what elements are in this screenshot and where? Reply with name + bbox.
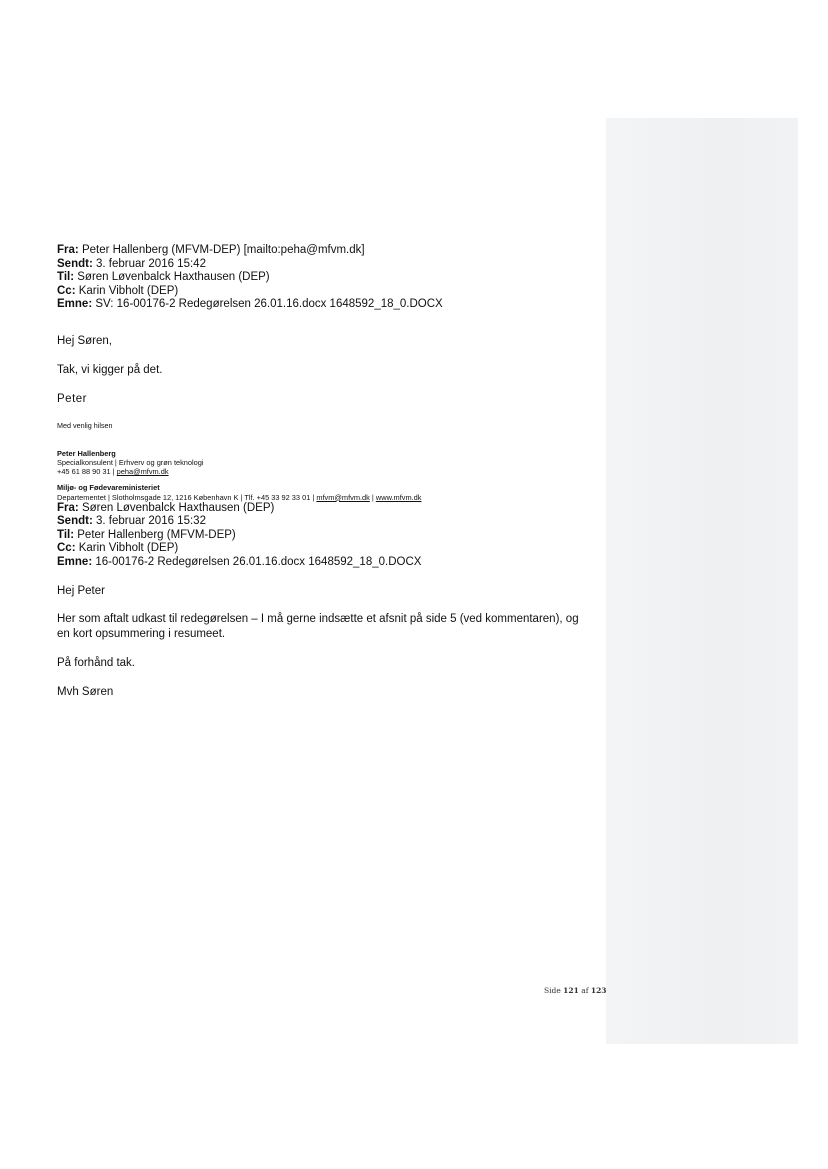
signature-closing: Med venlig hilsen — [57, 420, 113, 430]
email1-from: Peter Hallenberg (MFVM-DEP) [mailto:peha@mfvm.dk] — [81, 244, 365, 256]
email1-sent: 3. februar 2016 15:42 — [95, 257, 206, 270]
email1-subject: SV: 16-00176-2 Redegørelsen 26.01.16.docx 1648592_18_0.DOCX — [95, 298, 443, 310]
website-link[interactable]: www.mfvm.dk — [375, 492, 422, 502]
email2-thanks: På forhånd tak. — [57, 657, 135, 670]
scan-shadow-strip — [606, 118, 798, 1044]
email1-subject-line — [57, 298, 602, 312]
footer-of: af — [581, 986, 589, 995]
email1-cc-line — [57, 285, 602, 299]
email2-subject-line — [57, 556, 602, 570]
email1-from-line — [57, 244, 602, 258]
footer-prefix: Side — [544, 986, 561, 995]
signature-phone: +45 61 88 90 31 | — [57, 467, 115, 477]
subject-label: Emne: — [57, 555, 93, 568]
email1-body: Tak, vi kigger på det. — [57, 363, 163, 376]
sent-label: Sendt: — [57, 515, 93, 528]
from-label: Fra: — [57, 501, 79, 514]
email2-cc-line — [57, 542, 602, 556]
signature-name-line — [57, 449, 602, 458]
to-label: Til: — [57, 271, 75, 283]
email2-header — [57, 502, 602, 570]
email2-cc: Karin Vibholt (DEP) — [78, 542, 179, 555]
email2-from-line — [57, 502, 602, 516]
email2-from: Søren Løvenbalck Haxthausen (DEP) — [81, 501, 275, 514]
email1-to-line — [57, 271, 602, 285]
signature-title: Specialkonsulent | Erhverv og grøn teknologi — [57, 457, 204, 467]
signature-email-link[interactable]: peha@mfvm.dk — [116, 467, 169, 477]
org-email-link[interactable]: mfvm@mfvm.dk — [316, 492, 370, 502]
email2-greeting: Hej Peter — [57, 585, 105, 598]
email1-cc: Karin Vibholt (DEP) — [78, 284, 179, 297]
signature-address: Departementet | Slotholmsgade 12, 1216 København K | Tlf. +45 33 92 33 01 | — [57, 492, 315, 502]
email2-to: Peter Hallenberg (MFVM-DEP) — [77, 528, 236, 541]
to-label: Til: — [57, 528, 75, 541]
email-thread — [57, 244, 602, 700]
signature-org: Miljø- og Fødevareministeriet — [57, 483, 160, 493]
email2-signoff: Mvh Søren — [57, 686, 114, 699]
signature-address-line — [57, 493, 602, 502]
email1-header — [57, 244, 602, 312]
signature-name: Peter Hallenberg — [57, 448, 116, 458]
cc-label: Cc: — [57, 542, 76, 555]
footer-total: 123 — [590, 986, 607, 995]
email1-greeting: Hej Søren, — [57, 334, 112, 347]
email2-body: Her som aftalt udkast til redegørelsen – I må gerne indsætte et afsnit på side 5 (ved kommentaren), og en kort opsummering i resumeet. — [57, 613, 579, 641]
email2-sent: 3. februar 2016 15:32 — [95, 515, 206, 528]
email1-sent-line — [57, 258, 602, 272]
cc-label: Cc: — [57, 284, 76, 297]
signature-separator: | — [371, 492, 374, 502]
email2-sent-line — [57, 515, 602, 529]
email2-subject: 16-00176-2 Redegørelsen 26.01.16.docx 1648592_18_0.DOCX — [95, 555, 422, 568]
from-label: Fra: — [57, 244, 79, 256]
page-number-footer — [544, 986, 607, 995]
sent-label: Sendt: — [57, 257, 93, 270]
email2-to-line — [57, 529, 602, 543]
signature-block — [57, 421, 602, 502]
email1-signoff: Peter — [57, 392, 87, 405]
signature-contact-line — [57, 467, 602, 476]
footer-page: 121 — [563, 986, 579, 995]
subject-label: Emne: — [57, 298, 93, 310]
email1-to: Søren Løvenbalck Haxthausen (DEP) — [77, 271, 270, 283]
signature-org-line — [57, 483, 602, 492]
